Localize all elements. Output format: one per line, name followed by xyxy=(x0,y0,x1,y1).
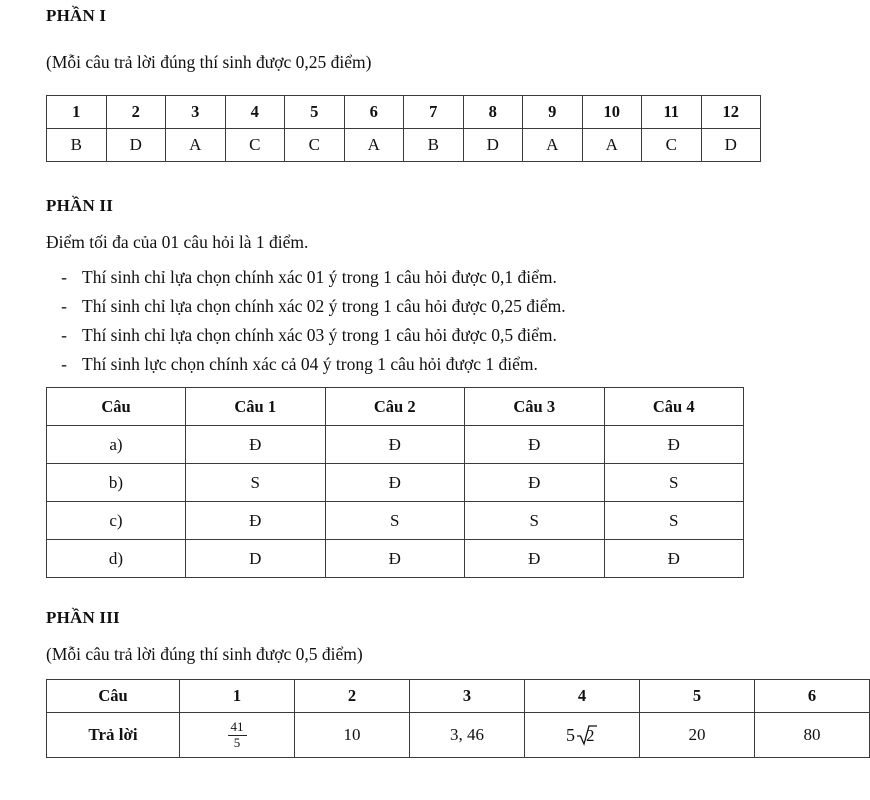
question-number-cell: 12 xyxy=(701,96,761,129)
part2-heading: PHẦN II xyxy=(46,196,114,215)
answer-cell: Đ xyxy=(465,540,605,578)
question-number-cell: 2 xyxy=(295,680,410,713)
part3-heading: PHẦN III xyxy=(46,608,120,627)
answer-cell: C xyxy=(642,129,702,162)
answer-cell: S xyxy=(604,464,744,502)
radicand: 2 xyxy=(586,726,595,745)
answer-cell-fraction xyxy=(180,713,295,758)
answer-cell: S xyxy=(186,464,326,502)
row-label: b) xyxy=(47,464,186,502)
answer-cell: 80 xyxy=(755,713,870,758)
question-number-cell: 6 xyxy=(344,96,404,129)
answer-cell: 20 xyxy=(640,713,755,758)
answer-cell: D xyxy=(186,540,326,578)
table-row xyxy=(47,713,870,758)
radical-coefficient: 5 xyxy=(566,725,575,745)
part1-heading: PHẦN I xyxy=(46,6,107,25)
row-label: c) xyxy=(47,502,186,540)
question-number-cell: 9 xyxy=(523,96,583,129)
bullet-marker: - xyxy=(61,354,67,374)
question-number-cell: 1 xyxy=(180,680,295,713)
question-number-cell: 3 xyxy=(166,96,226,129)
answer-cell: Đ xyxy=(325,464,465,502)
answer-cell: A xyxy=(344,129,404,162)
part2-bullet-list xyxy=(46,267,754,375)
answer-cell: A xyxy=(166,129,226,162)
answer-cell: B xyxy=(47,129,107,162)
part2-answer-table xyxy=(46,387,744,578)
answer-cell: D xyxy=(463,129,523,162)
list-item xyxy=(46,325,754,346)
question-number-cell: 6 xyxy=(755,680,870,713)
answer-cell-radical xyxy=(525,713,640,758)
question-number-cell: 11 xyxy=(642,96,702,129)
answer-cell: Đ xyxy=(604,426,744,464)
list-item xyxy=(46,296,754,317)
part1-note: (Mỗi câu trả lời đúng thí sinh được 0,25 điểm) xyxy=(46,52,372,72)
column-header: Câu xyxy=(47,388,186,426)
answer-cell: Đ xyxy=(186,502,326,540)
row-label: Trả lời xyxy=(47,713,180,758)
answer-cell: 10 xyxy=(295,713,410,758)
question-number-cell: 4 xyxy=(225,96,285,129)
fraction xyxy=(228,720,247,749)
answer-cell: C xyxy=(285,129,345,162)
column-header: Câu 4 xyxy=(604,388,744,426)
part1-answer-table xyxy=(46,95,761,162)
answer-cell: D xyxy=(701,129,761,162)
question-number-cell: 3 xyxy=(410,680,525,713)
table-row xyxy=(47,464,744,502)
row-label: a) xyxy=(47,426,186,464)
part3-note: (Mỗi câu trả lời đúng thí sinh được 0,5 điểm) xyxy=(46,644,363,664)
list-item-label: Thí sinh lực chọn chính xác cả 04 ý trong 1 câu hỏi được 1 điểm. xyxy=(82,354,538,374)
answer-cell: S xyxy=(325,502,465,540)
table-row xyxy=(47,540,744,578)
column-header: Câu xyxy=(47,680,180,713)
radical-expression xyxy=(566,724,598,746)
row-label: d) xyxy=(47,540,186,578)
answer-cell: D xyxy=(106,129,166,162)
question-number-cell: 7 xyxy=(404,96,464,129)
answer-cell: Đ xyxy=(325,426,465,464)
question-number-cell: 5 xyxy=(285,96,345,129)
answer-cell: Đ xyxy=(186,426,326,464)
part3-answer-table xyxy=(46,679,870,758)
question-number-cell: 2 xyxy=(106,96,166,129)
question-number-cell: 1 xyxy=(47,96,107,129)
column-header: Câu 3 xyxy=(465,388,605,426)
table-row xyxy=(47,502,744,540)
part2-note: Điểm tối đa của 01 câu hỏi là 1 điểm. xyxy=(46,232,309,252)
list-item xyxy=(46,354,754,375)
answer-cell: A xyxy=(582,129,642,162)
radical-sign-icon xyxy=(576,724,598,746)
table-row-header xyxy=(47,388,744,426)
table-row-answers xyxy=(47,129,761,162)
list-item-label: Thí sinh chỉ lựa chọn chính xác 01 ý trong 1 câu hỏi được 0,1 điểm. xyxy=(82,267,557,287)
answer-cell: Đ xyxy=(604,540,744,578)
column-header: Câu 1 xyxy=(186,388,326,426)
answer-cell: A xyxy=(523,129,583,162)
answer-cell: Đ xyxy=(325,540,465,578)
answer-cell: Đ xyxy=(465,464,605,502)
bullet-marker: - xyxy=(61,267,67,287)
answer-cell: B xyxy=(404,129,464,162)
question-number-cell: 4 xyxy=(525,680,640,713)
list-item-label: Thí sinh chỉ lựa chọn chính xác 03 ý trong 1 câu hỏi được 0,5 điểm. xyxy=(82,325,557,345)
answer-cell: 3, 46 xyxy=(410,713,525,758)
table-row-question-numbers xyxy=(47,96,761,129)
answer-cell: S xyxy=(604,502,744,540)
question-number-cell: 5 xyxy=(640,680,755,713)
question-number-cell: 10 xyxy=(582,96,642,129)
table-row xyxy=(47,426,744,464)
list-item xyxy=(46,267,754,288)
table-row-header xyxy=(47,680,870,713)
fraction-denominator: 5 xyxy=(228,735,247,750)
answer-cell: C xyxy=(225,129,285,162)
question-number-cell: 8 xyxy=(463,96,523,129)
bullet-marker: - xyxy=(61,296,67,316)
fraction-numerator: 41 xyxy=(230,719,244,735)
answer-cell: S xyxy=(465,502,605,540)
answer-cell: Đ xyxy=(465,426,605,464)
column-header: Câu 2 xyxy=(325,388,465,426)
list-item-label: Thí sinh chỉ lựa chọn chính xác 02 ý trong 1 câu hỏi được 0,25 điểm. xyxy=(82,296,566,316)
bullet-marker: - xyxy=(61,325,67,345)
